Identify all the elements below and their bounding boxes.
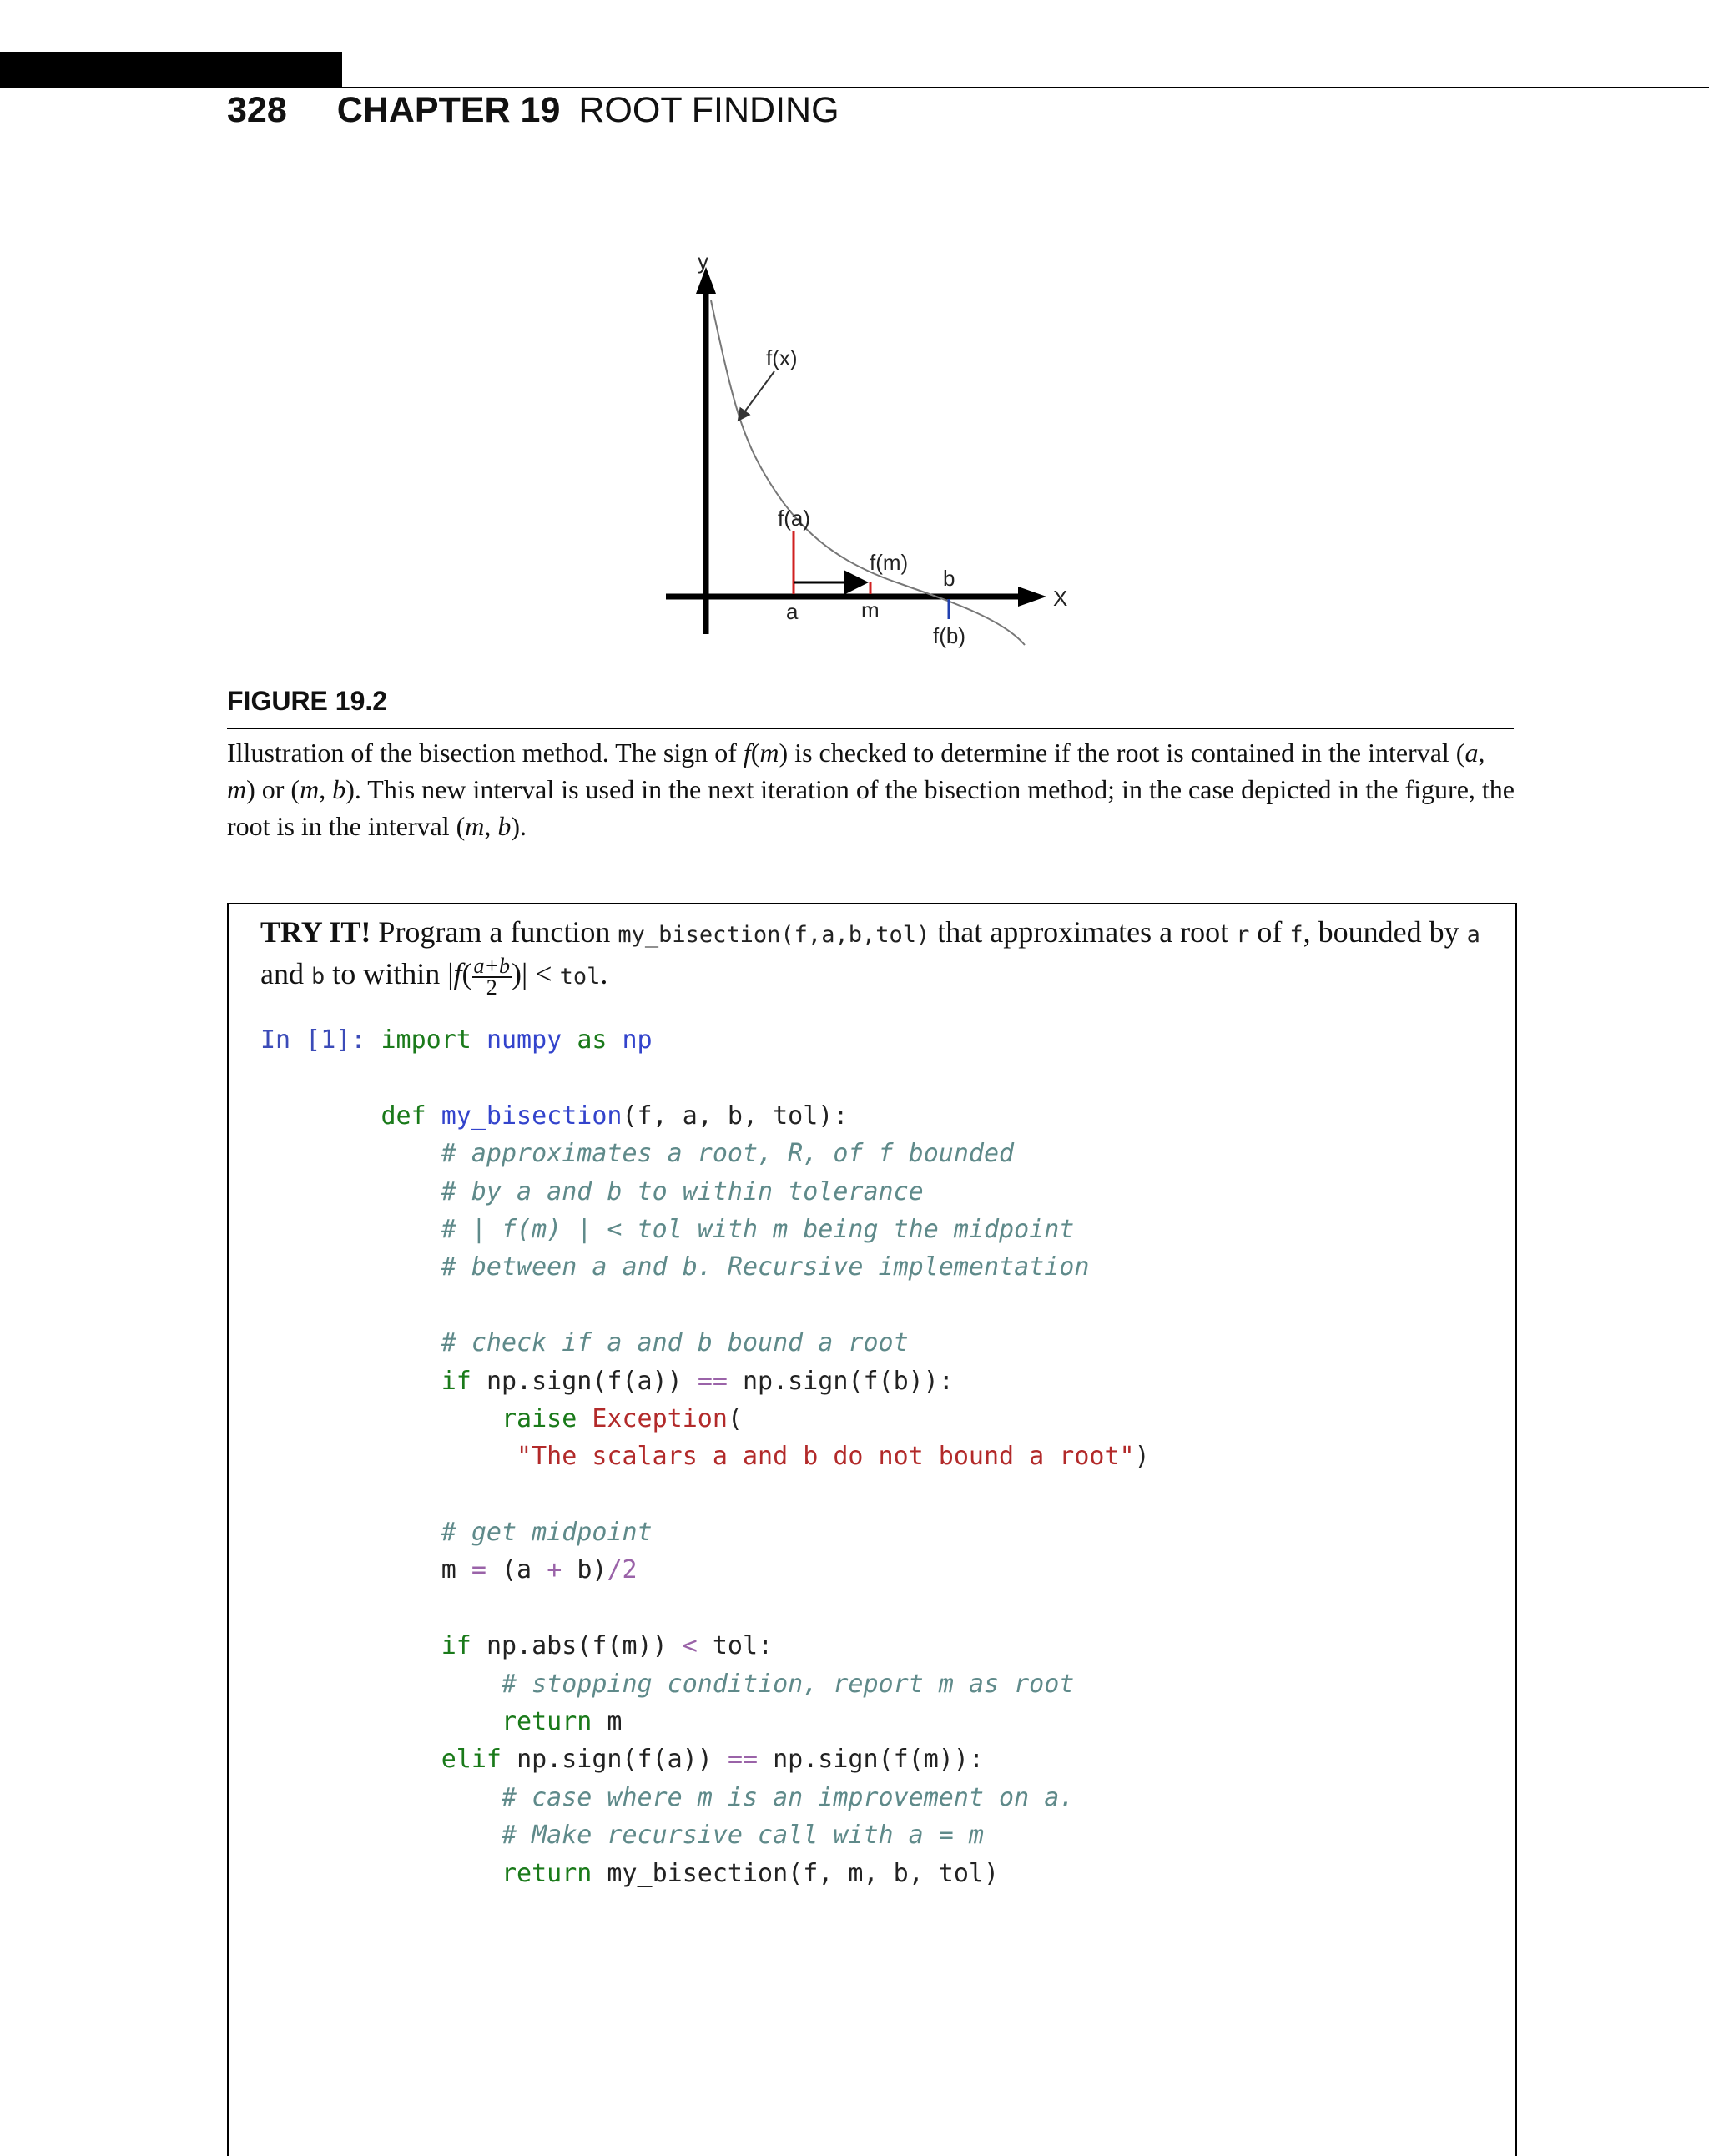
code-line: In [1]: import numpy as np	[260, 1025, 653, 1055]
code-line: return m	[501, 1707, 623, 1737]
figure-label: FIGURE 19.2	[227, 686, 388, 716]
fraction: $\frac{a+b}{2}$	[473, 953, 511, 1000]
fm-label: f(m)	[870, 550, 909, 575]
fx-pointer-arrow	[739, 371, 774, 419]
code-line	[260, 1059, 1150, 1096]
code-line: if np.sign(f(a)) == np.sign(f(b)):	[441, 1366, 954, 1396]
code-line	[260, 1589, 1150, 1627]
chapter-title: ROOT FINDING	[578, 90, 839, 130]
code-line: # | f(m) | < tol with m being the midpoint	[441, 1214, 1075, 1244]
code-line: raise Exception(	[501, 1403, 743, 1433]
code-line: # between a and b. Recursive implementation	[441, 1252, 1090, 1282]
bisection-figure	[651, 242, 1102, 659]
chapter-label: CHAPTER 19	[336, 90, 561, 130]
y-axis-label: y	[698, 249, 708, 274]
code-line: # get midpoint	[441, 1518, 653, 1548]
code-line: # Make recursive call with a = m	[501, 1821, 984, 1851]
code-line: # check if a and b bound a root	[441, 1328, 909, 1358]
a-tick-label: a	[786, 599, 799, 624]
page-number: 328	[227, 90, 287, 130]
header-rule	[342, 87, 1709, 88]
code-line: elif np.sign(f(a)) == np.sign(f(m)):	[441, 1745, 984, 1775]
code-cell	[260, 1021, 1150, 1892]
m-tick-label: m	[861, 597, 880, 622]
code-line: # approximates a root, R, of f bounded	[441, 1139, 1015, 1169]
code-line: # case where m is an improvement on a.	[501, 1782, 1075, 1812]
code-line: def my_bisection(f, a, b, tol):	[381, 1101, 849, 1131]
code-line	[260, 1287, 1150, 1324]
code-line: # by a and b to within tolerance	[441, 1176, 924, 1206]
try-it-text: TRY IT! Program a function my_bisection(f,a,b,tol) that approximates a root r of f, bounded by a and b to within |f( $\frac{a+b}{2}$ )| < tol.	[260, 915, 1480, 1000]
x-axis-label: X	[1053, 586, 1068, 611]
code-line: return my_bisection(f, m, b, tol)	[501, 1858, 1000, 1888]
fa-label: f(a)	[778, 506, 810, 531]
code-line: m = (a + b)/2	[441, 1555, 638, 1585]
try-it-heading: TRY IT!	[260, 915, 371, 949]
code-line: # stopping condition, report m as root	[501, 1669, 1075, 1699]
header-black-bar	[0, 52, 342, 88]
running-head	[227, 90, 839, 140]
x-axis-arrowhead	[1018, 587, 1046, 607]
code-line: "The scalars a and b do not bound a root")	[517, 1442, 1150, 1472]
fx-label: f(x)	[766, 345, 798, 370]
fx-curve	[711, 300, 1025, 645]
figure-rule	[227, 728, 1514, 729]
figure-caption: Illustration of the bisection method. The sign of f(m) is checked to determine if the root is contained in the interval (a, m) or (m, b). This new interval is used in the next iteration of the bisection method; in the case depicted in the figure, the root is in the interval (m, b).	[227, 738, 1515, 841]
fb-label: f(b)	[933, 623, 965, 648]
code-line	[260, 1476, 1150, 1514]
b-tick-label: b	[943, 566, 955, 591]
code-line: if np.abs(f(m)) < tol:	[441, 1631, 774, 1661]
